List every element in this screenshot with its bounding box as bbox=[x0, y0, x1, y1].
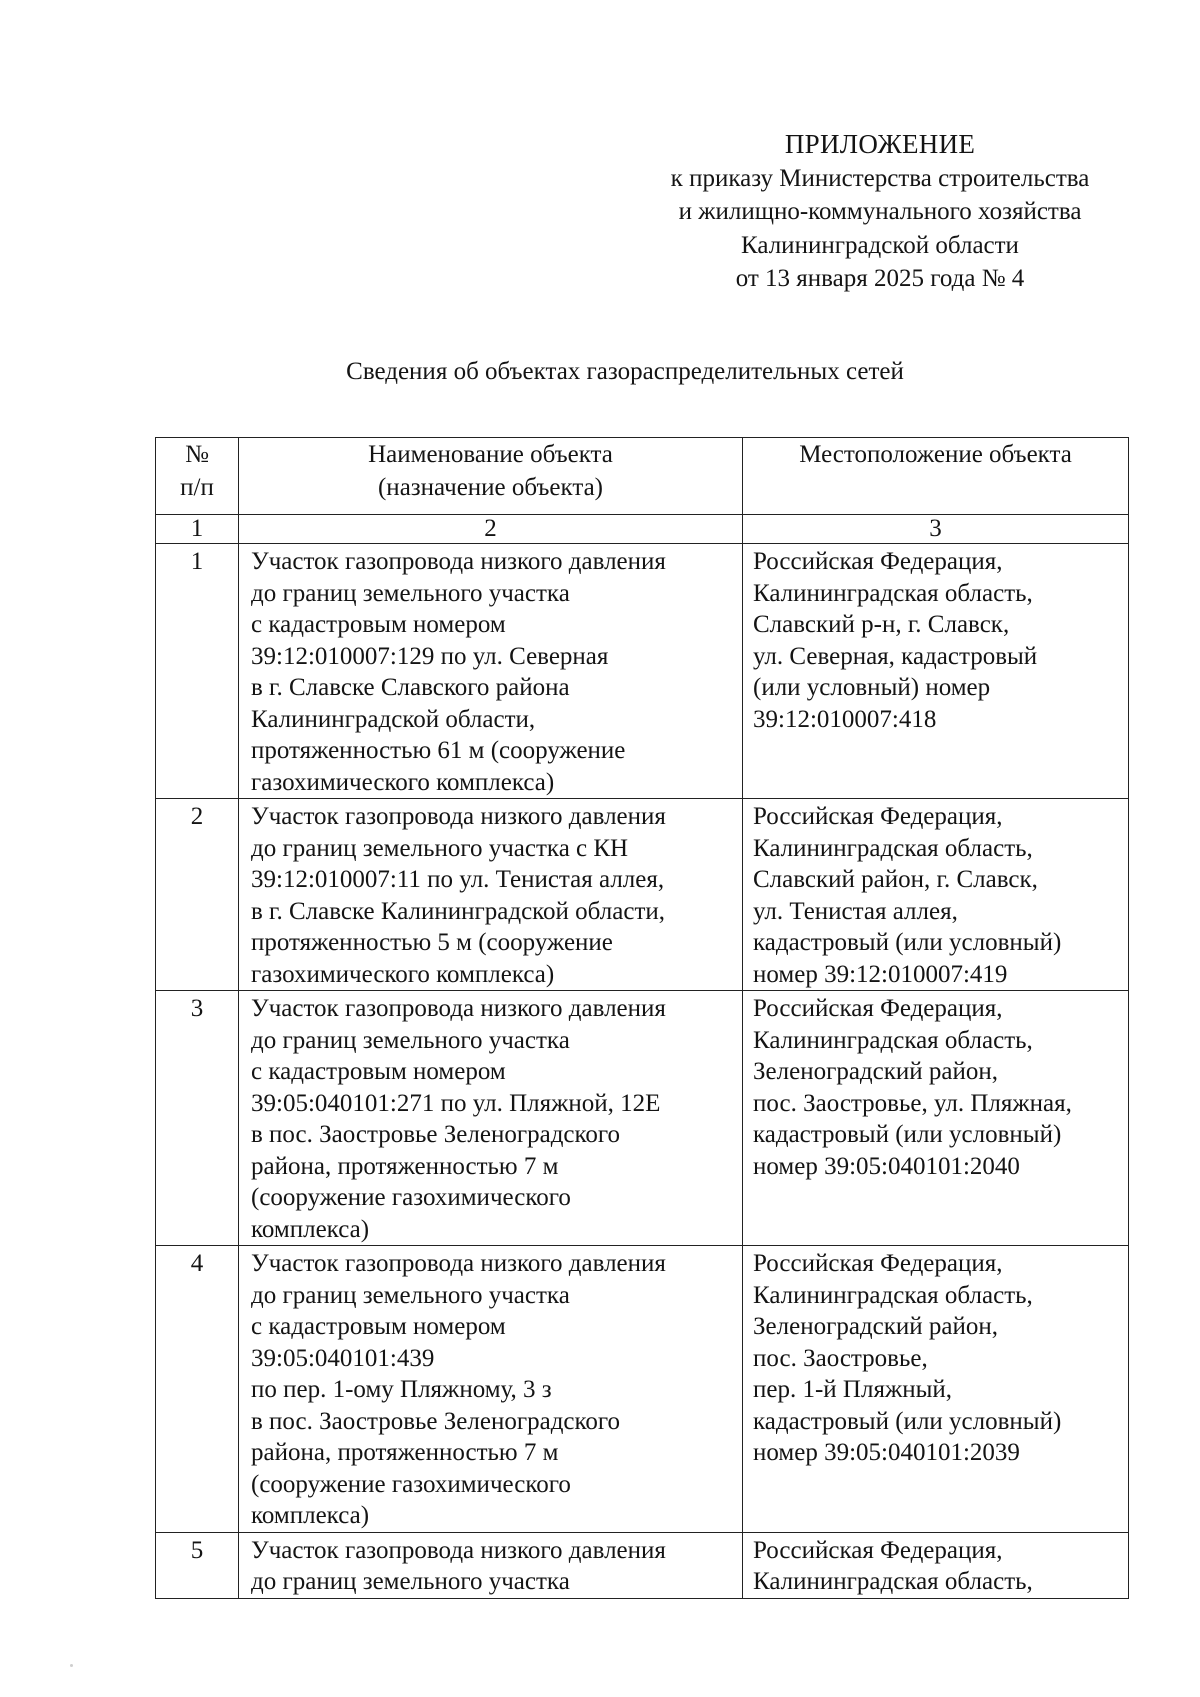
object-location: Российская Федерация, Калининградская область, bbox=[743, 1532, 1129, 1598]
table-row bbox=[156, 991, 1129, 1246]
header-object-location: Местоположение объекта bbox=[743, 438, 1129, 515]
table-row bbox=[156, 799, 1129, 991]
column-index: 1 bbox=[156, 515, 239, 544]
appendix-line-ministry: и жилищно-коммунального хозяйства bbox=[678, 198, 1082, 225]
appendix-block bbox=[620, 128, 1140, 296]
object-name: Участок газопровода низкого давления до границ земельного участка с кадастровым номером 39:12:010007:129 по ул. Северная в г. Славске Славского района Калининградской области, протяженностью 61 м (сооружение газохимического комплекса) bbox=[239, 544, 743, 799]
object-location: Российская Федерация, Калининградская область, Славский район, г. Славск, ул. Тенистая аллея, кадастровый (или условный) номер 39:12:010007:419 bbox=[743, 799, 1129, 991]
row-number: 2 bbox=[156, 799, 239, 991]
header-number: № п/п bbox=[156, 438, 239, 515]
document-heading: Сведения об объектах газораспределительных сетей bbox=[346, 358, 904, 385]
appendix-title: ПРИЛОЖЕНИЕ bbox=[784, 129, 976, 159]
scan-artifact bbox=[70, 1664, 73, 1667]
object-location: Российская Федерация, Калининградская область, Зеленоградский район, пос. Заостровье, пер. 1-й Пляжный, кадастровый (или условный) номер 39:05:040101:2039 bbox=[743, 1246, 1129, 1533]
column-index: 3 bbox=[743, 515, 1129, 544]
appendix-line-order: к приказу Министерства строительства bbox=[670, 164, 1090, 192]
column-index: 2 bbox=[239, 515, 743, 544]
table-row bbox=[156, 1532, 1129, 1598]
row-number: 1 bbox=[156, 544, 239, 799]
row-number: 4 bbox=[156, 1246, 239, 1533]
appendix-line-region: Калининградской области bbox=[741, 231, 1019, 259]
row-number: 5 bbox=[156, 1532, 239, 1598]
table-header-row bbox=[156, 438, 1129, 515]
appendix-line-date: от 13 января 2025 года № 4 bbox=[735, 265, 1025, 292]
object-name: Участок газопровода низкого давления до границ земельного участка bbox=[239, 1532, 743, 1598]
objects-table bbox=[155, 437, 1129, 1599]
column-index-row bbox=[156, 515, 1129, 544]
table-row bbox=[156, 1246, 1129, 1533]
object-name: Участок газопровода низкого давления до границ земельного участка с кадастровым номером 39:05:040101:439 по пер. 1-ому Пляжному, 3 з в пос. Заостровье Зеленоградского района, протяженностью 7 м (сооружение газохимического комплекса) bbox=[239, 1246, 743, 1533]
object-name: Участок газопровода низкого давления до границ земельного участка с кадастровым номером 39:05:040101:271 по ул. Пляжной, 12Е в пос. Заостровье Зеленоградского района, протяженностью 7 м (сооружение газохимического комплекса) bbox=[239, 991, 743, 1246]
object-location: Российская Федерация, Калининградская область, Славский р-н, г. Славск, ул. Северная, кадастровый (или условный) номер 39:12:010007:418 bbox=[743, 544, 1129, 799]
header-object-name: Наименование объекта (назначение объекта) bbox=[239, 438, 743, 515]
row-number: 3 bbox=[156, 991, 239, 1246]
table-row bbox=[156, 544, 1129, 799]
object-name: Участок газопровода низкого давления до границ земельного участка с КН 39:12:010007:11 по ул. Тенистая аллея, в г. Славске Калининградской области, протяженностью 5 м (сооружение газохимического комплекса) bbox=[239, 799, 743, 991]
object-location: Российская Федерация, Калининградская область, Зеленоградский район, пос. Заостровье, ул. Пляжная, кадастровый (или условный) номер 39:05:040101:2040 bbox=[743, 991, 1129, 1246]
